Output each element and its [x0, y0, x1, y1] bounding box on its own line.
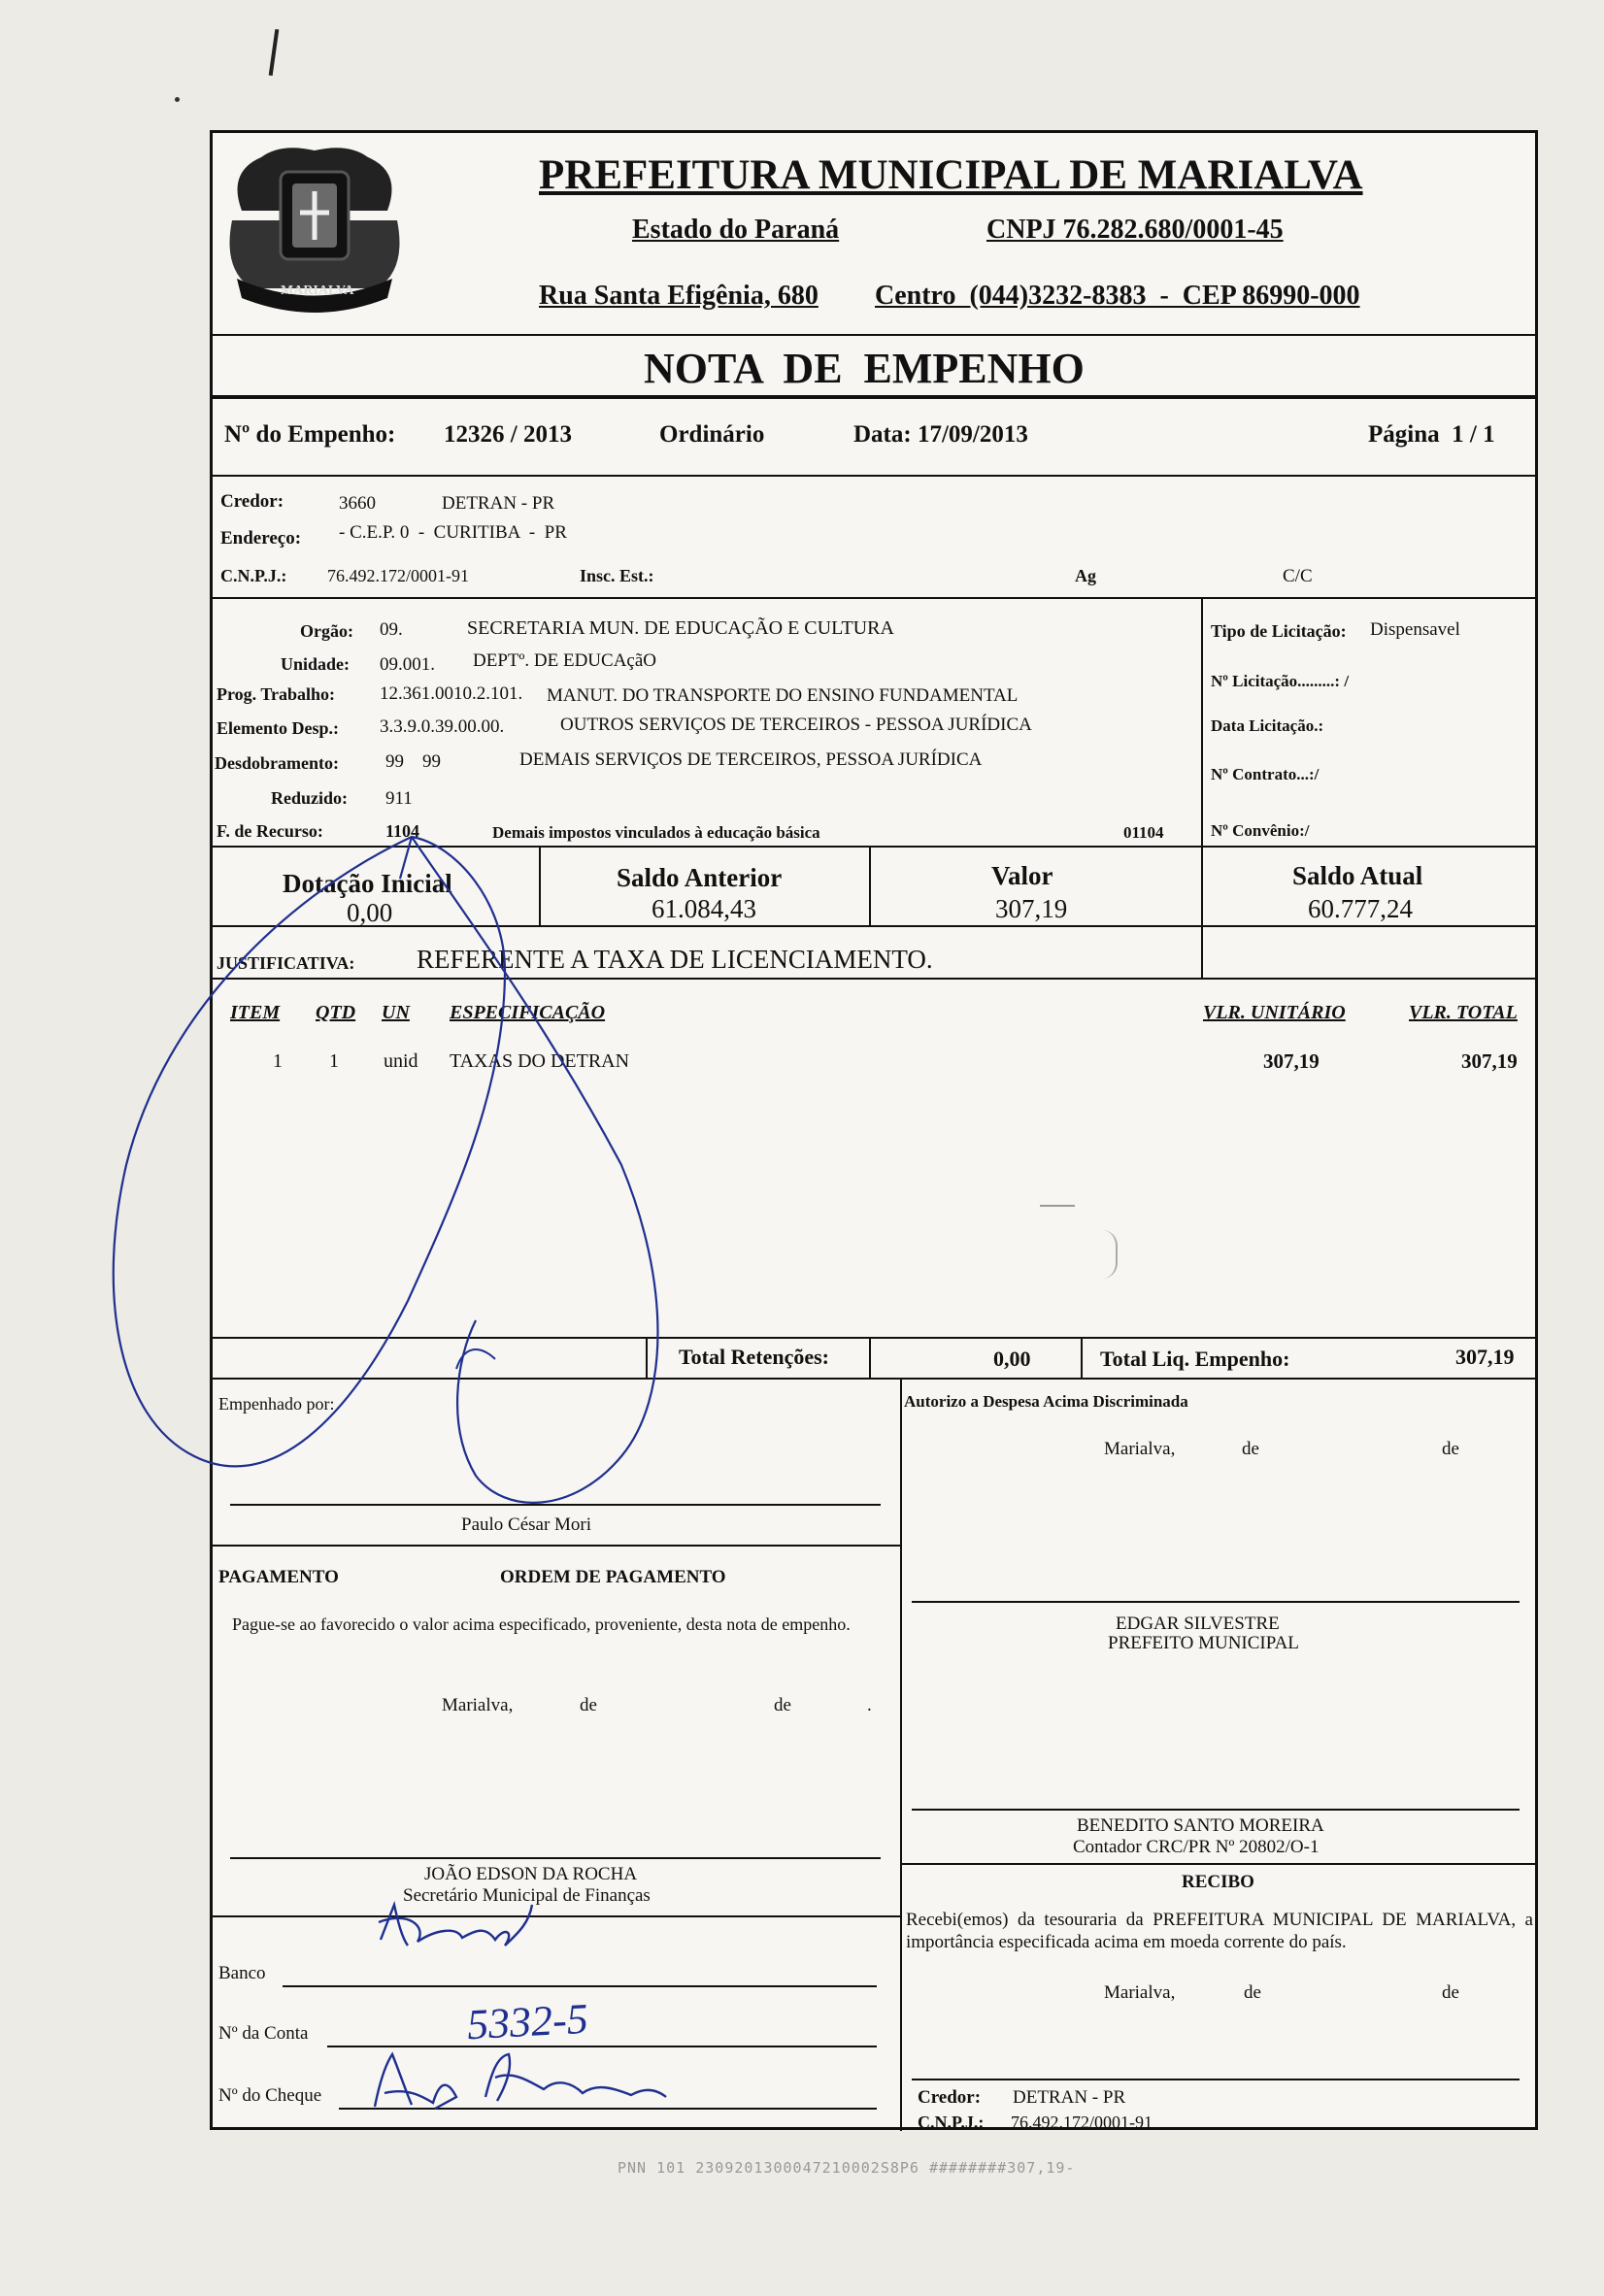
recurso-name: Demais impostos vinculados à educação básica — [492, 823, 820, 842]
tipo-licitacao-value: Dispensavel — [1370, 619, 1460, 640]
cnpj-value: 76.492.172/0001-91 — [327, 566, 469, 585]
desdobramento-label: Desdobramento: — [215, 753, 339, 773]
scan-mark — [1040, 1205, 1075, 1207]
justification-text: REFERENTE A TAXA DE LICENCIAMENTO. — [417, 945, 933, 974]
liq-value: 307,19 — [1455, 1345, 1515, 1369]
row-unit: 307,19 — [1263, 1049, 1320, 1073]
divider — [213, 978, 1535, 980]
nota-de-empenho-form — [210, 130, 1538, 2130]
saldo-atual-label: Saldo Atual — [1292, 861, 1423, 890]
retencoes-value: 0,00 — [993, 1347, 1031, 1371]
recibo-title: RECIBO — [1182, 1872, 1254, 1892]
desdobramento-name: DEMAIS SERVIÇOS DE TERCEIROS, PESSOA JURÍDICA — [519, 749, 983, 770]
signature-line — [912, 1809, 1520, 1811]
liq-label: Total Liq. Empenho: — [1100, 1347, 1290, 1371]
header-district: Centro (044)3232-8383 - CEP 86990-000 — [875, 281, 1360, 311]
empenho-date: Data: 17/09/2013 — [853, 421, 1028, 448]
recibo-de2: de — [1442, 1982, 1459, 2003]
unidade-label: Unidade: — [281, 654, 351, 674]
row-total: 307,19 — [1461, 1049, 1518, 1073]
retencoes-label: Total Retenções: — [679, 1345, 829, 1369]
divider — [539, 846, 541, 925]
conta-label: Nº da Conta — [218, 2023, 309, 2044]
pagamento-place: Marialva, — [442, 1695, 514, 1715]
ag-label: Ag — [1075, 566, 1096, 585]
divider — [1081, 1337, 1083, 1378]
contador-role: Contador CRC/PR Nº 20802/O-1 — [1073, 1837, 1320, 1857]
cheque-label: Nº do Cheque — [218, 2085, 322, 2106]
scan-mark — [175, 97, 180, 102]
address-label: Endereço: — [220, 528, 302, 549]
reduzido-label: Reduzido: — [271, 788, 349, 808]
divider — [213, 334, 1535, 336]
row-item: 1 — [273, 1050, 283, 1072]
divider — [646, 1337, 648, 1378]
empenhado-label: Empenhado por: — [218, 1394, 335, 1414]
divider — [213, 1545, 900, 1547]
banco-label: Banco — [218, 1963, 266, 1983]
autorizo-label: Autorizo a Despesa Acima Discriminada — [904, 1392, 1188, 1411]
pagamento-text: Pague-se ao favorecido o valor acima especificado, proveniente, desta nota de empenho. — [232, 1614, 851, 1634]
autorizo-place: Marialva, — [1104, 1439, 1176, 1459]
credor-label: Credor: — [220, 491, 284, 512]
divider — [869, 846, 871, 925]
divider — [900, 1863, 1535, 1865]
unidade-name: DEPTº. DE EDUCAçãO — [473, 650, 656, 671]
recurso-label: F. de Recurso: — [217, 821, 323, 841]
dotacao-value: 0,00 — [347, 898, 393, 927]
cc-label: C/C — [1283, 566, 1313, 586]
divider — [900, 1378, 902, 2131]
municipal-seal — [222, 143, 407, 313]
divider — [213, 1337, 1535, 1339]
row-un: unid — [384, 1050, 418, 1072]
prefeito-role: PREFEITO MUNICIPAL — [1108, 1633, 1299, 1653]
signature-line — [230, 1857, 881, 1859]
reduzido-value: 911 — [385, 788, 413, 809]
row-qtd: 1 — [329, 1050, 339, 1072]
cnpj-label: C.N.P.J.: — [220, 566, 287, 585]
insc-label: Insc. Est.: — [580, 566, 654, 585]
header-cnpj: CNPJ 76.282.680/0001-45 — [986, 215, 1284, 245]
divider — [213, 846, 1535, 848]
justification-label: JUSTIFICATIVA: — [217, 953, 355, 973]
recibo-cnpj-label: C.N.P.J.: — [918, 2113, 985, 2132]
dotacao-label: Dotação Inicial — [283, 869, 452, 898]
divider — [869, 1337, 871, 1378]
page-number: Página 1 / 1 — [1368, 421, 1495, 448]
divider — [213, 925, 1535, 927]
recibo-de1: de — [1244, 1982, 1261, 2003]
signature-line — [912, 2079, 1520, 2080]
autorizo-de1: de — [1242, 1439, 1259, 1459]
recibo-place: Marialva, — [1104, 1982, 1176, 2003]
pagamento-dot: . — [867, 1695, 872, 1715]
elemento-code: 3.3.9.0.39.00.00. — [380, 716, 505, 737]
orgao-code: 09. — [380, 619, 403, 640]
prefeito-name: EDGAR SILVESTRE — [1116, 1614, 1280, 1634]
unidade-code: 09.001. — [380, 654, 435, 675]
tipo-licitacao-label: Tipo de Licitação: — [1211, 621, 1347, 641]
valor-label: Valor — [991, 861, 1053, 890]
header-title: PREFEITURA MUNICIPAL DE MARIALVA — [539, 152, 1363, 198]
financas-name: JOÃO EDSON DA ROCHA — [424, 1864, 638, 1884]
processing-stamp: PNN 101 2309201300047210002S8P6 ########307,19- — [618, 2159, 1076, 2177]
header-street: Rua Santa Efigênia, 680 — [539, 281, 819, 311]
empenho-type: Ordinário — [659, 421, 765, 448]
divider — [213, 1378, 1535, 1380]
orgao-name: SECRETARIA MUN. DE EDUCAÇÃO E CULTURA — [467, 617, 894, 639]
scan-mark — [269, 29, 280, 76]
numero-convenio: Nº Convênio:/ — [1211, 821, 1310, 840]
data-licitacao: Data Licitação.: — [1211, 716, 1324, 735]
valor-value: 307,19 — [995, 894, 1068, 923]
recurso-code: 1104 — [385, 821, 420, 841]
elemento-name: OUTROS SERVIÇOS DE TERCEIROS - PESSOA JURÍDICA — [560, 715, 1032, 735]
saldo-anterior-value: 61.084,43 — [652, 894, 756, 923]
col-qtd: QTD — [316, 1002, 356, 1023]
conta-handwritten: 5332-5 — [465, 1994, 589, 2049]
empenho-number: 12326 / 2013 — [444, 421, 572, 448]
recurso-ref: 01104 — [1123, 823, 1164, 842]
desdobramento-code: 99 99 — [385, 751, 441, 772]
recibo-credor-label: Credor: — [918, 2087, 982, 2108]
orgao-label: Orgão: — [300, 621, 353, 641]
signature-line — [912, 1601, 1520, 1603]
empenhado-signer: Paulo César Mori — [461, 1514, 592, 1535]
header-state: Estado do Paraná — [632, 215, 840, 245]
divider — [213, 395, 1535, 399]
saldo-atual-value: 60.777,24 — [1308, 894, 1413, 923]
address-value: - C.E.P. 0 - CURITIBA - PR — [339, 522, 567, 543]
contador-name: BENEDITO SANTO MOREIRA — [1077, 1815, 1324, 1836]
banco-line — [283, 1985, 877, 1987]
prog-label: Prog. Trabalho: — [217, 684, 336, 704]
col-unit: VLR. UNITÁRIO — [1203, 1002, 1346, 1023]
credor-code: 3660 — [339, 493, 376, 514]
col-total: VLR. TOTAL — [1409, 1002, 1518, 1023]
numero-licitacao: Nº Licitação.........: / — [1211, 672, 1350, 690]
signature-line — [230, 1504, 881, 1506]
pagamento-label: PAGAMENTO — [218, 1567, 339, 1587]
recibo-cnpj-value: 76.492.172/0001-91 — [1011, 2113, 1153, 2132]
recibo-credor-value: DETRAN - PR — [1013, 2087, 1126, 2108]
divider — [213, 597, 1535, 599]
cheque-line — [339, 2108, 877, 2110]
credor-name: DETRAN - PR — [442, 493, 555, 514]
col-un: UN — [382, 1002, 410, 1023]
doc-title: NOTA DE EMPENHO — [644, 345, 1085, 392]
conta-line — [327, 2046, 877, 2047]
saldo-anterior-label: Saldo Anterior — [617, 863, 783, 892]
pagamento-de2: de — [774, 1695, 791, 1715]
financas-role: Secretário Municipal de Finanças — [403, 1885, 651, 1906]
elemento-label: Elemento Desp.: — [217, 718, 339, 738]
col-item: ITEM — [230, 1002, 281, 1023]
divider — [213, 475, 1535, 477]
empenho-label: Nº do Empenho: — [224, 421, 396, 448]
pagamento-de1: de — [580, 1695, 597, 1715]
ordem-label: ORDEM DE PAGAMENTO — [500, 1567, 726, 1587]
numero-contrato: Nº Contrato...:/ — [1211, 765, 1320, 783]
prog-code: 12.361.0010.2.101. — [380, 683, 523, 704]
prog-name: MANUT. DO TRANSPORTE DO ENSINO FUNDAMENTAL — [547, 685, 1019, 706]
seal-text: MARIALVA — [281, 283, 354, 298]
divider — [213, 1915, 900, 1917]
row-spec: TAXAS DO DETRAN — [450, 1050, 630, 1072]
divider — [1201, 597, 1203, 978]
recibo-text: Recebi(emos) da tesouraria da PREFEITURA MUNICIPAL DE MARIALVA, a importância especificada acima em moeda corrente do país. — [906, 1910, 1533, 1952]
autorizo-de2: de — [1442, 1439, 1459, 1459]
col-spec: ESPECIFICAÇÃO — [450, 1002, 606, 1023]
scan-mark — [1102, 1230, 1118, 1279]
